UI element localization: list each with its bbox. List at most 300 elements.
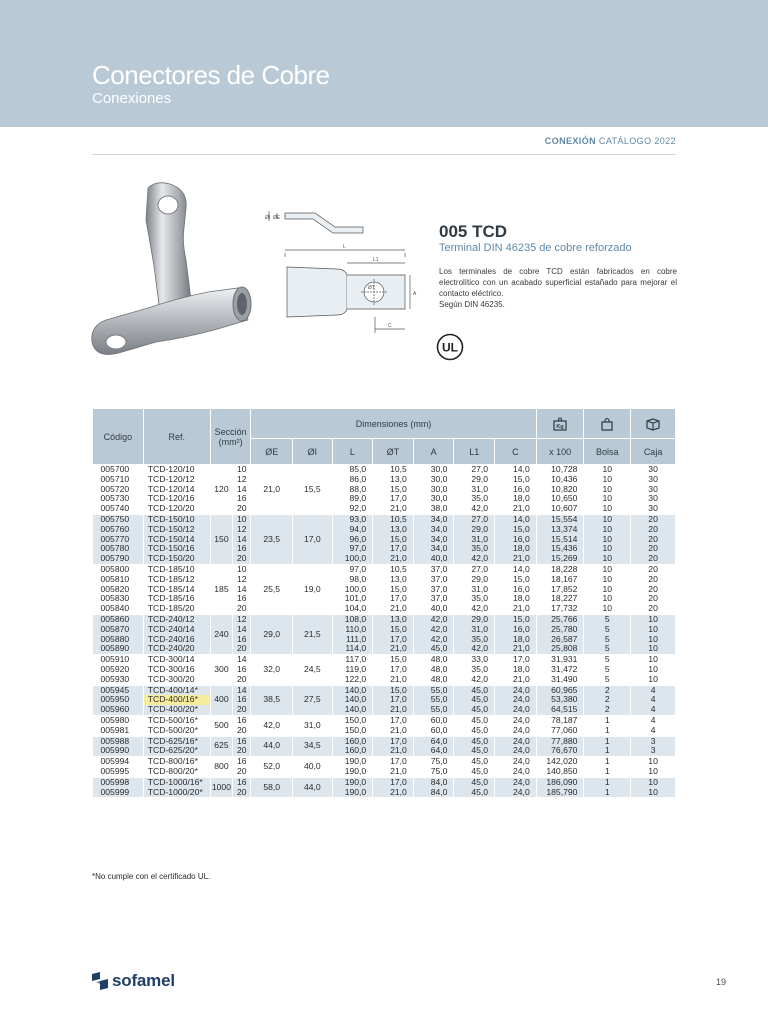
cell-codigo: 005988 (93, 736, 144, 746)
cell-weight: 76,670 (536, 746, 584, 756)
cell-a: 64,0 (413, 736, 454, 746)
cell-c: 21,0 (495, 644, 537, 654)
cell-l: 88,0 (332, 485, 373, 495)
cell-ot: 15,0 (373, 535, 414, 545)
cell-oe: 23,5 (251, 514, 293, 564)
cell-seccion-sub: 12 (233, 475, 251, 485)
cell-c: 16,0 (495, 625, 537, 635)
cell-l: 108,0 (332, 614, 373, 624)
cell-ot: 17,0 (373, 736, 414, 746)
cell-codigo: 005998 (93, 777, 144, 787)
cell-caja: 10 (631, 635, 676, 645)
table-row (93, 604, 676, 614)
cell-weight: 140,850 (536, 767, 584, 777)
cell-seccion-sub: 16 (233, 757, 251, 767)
cell-oi: 40,0 (293, 757, 333, 778)
cell-weight: 18,227 (536, 594, 584, 604)
cell-l1: 45,0 (454, 695, 495, 705)
cell-l: 140,0 (332, 705, 373, 715)
cell-ref: TCD-300/14 (143, 655, 210, 665)
cell-bolsa: 10 (584, 554, 631, 564)
cell-weight: 10,650 (536, 494, 584, 504)
table-row (93, 715, 676, 725)
cell-bolsa: 10 (584, 604, 631, 614)
footnote: *No cumple con el certificado UL. (92, 872, 211, 881)
table-row (93, 594, 676, 604)
cell-l: 122,0 (332, 675, 373, 685)
cell-seccion: 800 (210, 757, 232, 778)
cell-c: 24,0 (495, 757, 537, 767)
cell-a: 30,0 (413, 465, 454, 475)
cell-l1: 31,0 (454, 535, 495, 545)
cell-codigo: 005910 (93, 655, 144, 665)
cell-a: 64,0 (413, 746, 454, 756)
cell-ref: TCD-150/12 (143, 525, 210, 535)
cell-a: 60,0 (413, 715, 454, 725)
cell-c: 18,0 (495, 594, 537, 604)
cell-l1: 33,0 (454, 655, 495, 665)
cell-l: 104,0 (332, 604, 373, 614)
cell-weight: 26,587 (536, 635, 584, 645)
cell-c: 21,0 (495, 504, 537, 514)
cell-bolsa: 10 (584, 494, 631, 504)
cell-c: 17,0 (495, 655, 537, 665)
cell-weight: 18,228 (536, 564, 584, 574)
cell-seccion-sub: 16 (233, 494, 251, 504)
table-row (93, 475, 676, 485)
cell-bolsa: 5 (584, 665, 631, 675)
cell-weight: 64,515 (536, 705, 584, 715)
table-row (93, 777, 676, 787)
cell-ot: 17,0 (373, 494, 414, 504)
table-row (93, 525, 676, 535)
table-row (93, 485, 676, 495)
cell-l: 85,0 (332, 465, 373, 475)
cell-codigo: 005750 (93, 514, 144, 524)
cell-l1: 45,0 (454, 726, 495, 736)
cell-seccion-sub: 20 (233, 604, 251, 614)
cell-caja: 10 (631, 675, 676, 685)
cell-l: 114,0 (332, 644, 373, 654)
cell-codigo: 005740 (93, 504, 144, 514)
cell-caja: 10 (631, 655, 676, 665)
cell-l1: 31,0 (454, 625, 495, 635)
cell-l: 100,0 (332, 554, 373, 564)
cell-l: 111,0 (332, 635, 373, 645)
cell-c: 16,0 (495, 585, 537, 595)
cell-seccion: 120 (210, 465, 232, 515)
cell-oi: 31,0 (293, 715, 333, 736)
product-description (439, 266, 677, 310)
cell-bolsa: 2 (584, 685, 631, 695)
cell-seccion-sub: 16 (233, 544, 251, 554)
table-row (93, 705, 676, 715)
cell-bolsa: 10 (584, 475, 631, 485)
cell-l1: 27,0 (454, 465, 495, 475)
table-row (93, 665, 676, 675)
cell-bolsa: 1 (584, 788, 631, 798)
cell-weight: 31,472 (536, 665, 584, 675)
cell-seccion-sub: 12 (233, 614, 251, 624)
cell-c: 24,0 (495, 695, 537, 705)
cell-a: 40,0 (413, 604, 454, 614)
cell-weight: 17,852 (536, 585, 584, 595)
product-table (92, 408, 676, 797)
col-l1-header: L1 (454, 439, 495, 465)
cell-c: 15,0 (495, 614, 537, 624)
product-photo (88, 180, 258, 390)
cell-caja: 10 (631, 644, 676, 654)
catalog-part-2: CATÁLOGO (598, 136, 652, 146)
cell-l: 190,0 (332, 757, 373, 767)
cell-l: 190,0 (332, 788, 373, 798)
cell-l1: 42,0 (454, 554, 495, 564)
cell-l1: 45,0 (454, 685, 495, 695)
cell-ot: 15,0 (373, 625, 414, 635)
cell-ot: 21,0 (373, 604, 414, 614)
cell-ref: TCD-500/20* (143, 726, 210, 736)
table-row (93, 564, 676, 574)
cell-l: 140,0 (332, 685, 373, 695)
cell-ot: 21,0 (373, 788, 414, 798)
cell-codigo: 005710 (93, 475, 144, 485)
table-row (93, 625, 676, 635)
cell-codigo: 005790 (93, 554, 144, 564)
cell-ref: TCD-300/16 (143, 665, 210, 675)
cell-a: 75,0 (413, 767, 454, 777)
cell-bolsa: 5 (584, 635, 631, 645)
cell-l: 160,0 (332, 746, 373, 756)
product-name: Terminal DIN 46235 de cobre reforzado (439, 242, 632, 254)
cell-seccion-sub: 16 (233, 777, 251, 787)
cell-seccion-sub: 14 (233, 485, 251, 495)
col-ot-header: ØT (373, 439, 414, 465)
cell-oe: 42,0 (251, 715, 293, 736)
cell-seccion-sub: 20 (233, 675, 251, 685)
cell-caja: 30 (631, 475, 676, 485)
cell-caja: 10 (631, 625, 676, 635)
page-title: Conectores de Cobre (92, 60, 330, 90)
table-row (93, 644, 676, 654)
cell-seccion-sub: 10 (233, 514, 251, 524)
cell-ot: 13,0 (373, 614, 414, 624)
cell-weight: 185,790 (536, 788, 584, 798)
cell-codigo: 005840 (93, 604, 144, 614)
drawing-label-oe: ØE (273, 215, 281, 221)
cell-c: 15,0 (495, 475, 537, 485)
col-c-header: C (495, 439, 537, 465)
cell-a: 37,0 (413, 594, 454, 604)
cell-ot: 21,0 (373, 767, 414, 777)
cell-l1: 29,0 (454, 475, 495, 485)
cell-ot: 21,0 (373, 675, 414, 685)
cell-seccion: 300 (210, 655, 232, 685)
cell-ot: 15,0 (373, 585, 414, 595)
table-row (93, 736, 676, 746)
col-bolsa-icon-cell (584, 409, 631, 439)
cell-l: 150,0 (332, 726, 373, 736)
cell-a: 84,0 (413, 788, 454, 798)
cell-ot: 17,0 (373, 757, 414, 767)
col-a-header: A (413, 439, 454, 465)
cell-l: 150,0 (332, 715, 373, 725)
cell-codigo: 005930 (93, 675, 144, 685)
cell-weight: 60,965 (536, 685, 584, 695)
cell-l: 110,0 (332, 625, 373, 635)
cell-oe: 58,0 (251, 777, 293, 797)
cell-a: 48,0 (413, 655, 454, 665)
cell-oi: 44,0 (293, 777, 333, 797)
cell-ref: TCD-240/16 (143, 635, 210, 645)
cell-l1: 45,0 (454, 705, 495, 715)
cell-a: 75,0 (413, 757, 454, 767)
cell-l: 190,0 (332, 777, 373, 787)
col-l-header: L (332, 439, 373, 465)
col-caja-header: Caja (631, 439, 676, 465)
cell-a: 55,0 (413, 695, 454, 705)
cell-ref: TCD-185/16 (143, 594, 210, 604)
cell-l1: 45,0 (454, 767, 495, 777)
cell-caja: 3 (631, 736, 676, 746)
table-row (93, 685, 676, 695)
cell-seccion-sub: 14 (233, 655, 251, 665)
table-row (93, 746, 676, 756)
cell-weight: 10,820 (536, 485, 584, 495)
cell-bolsa: 10 (584, 544, 631, 554)
table-row (93, 575, 676, 585)
cell-l: 96,0 (332, 535, 373, 545)
cell-caja: 30 (631, 494, 676, 504)
cell-c: 21,0 (495, 675, 537, 685)
cell-ref: TCD-150/10 (143, 514, 210, 524)
cell-c: 18,0 (495, 494, 537, 504)
cell-ot: 21,0 (373, 644, 414, 654)
cell-l1: 42,0 (454, 644, 495, 654)
cell-ot: 17,0 (373, 695, 414, 705)
cell-bolsa: 1 (584, 736, 631, 746)
table-row (93, 614, 676, 624)
cell-codigo: 005830 (93, 594, 144, 604)
cell-bolsa: 5 (584, 625, 631, 635)
cell-oe: 52,0 (251, 757, 293, 778)
cell-weight: 142,020 (536, 757, 584, 767)
cell-c: 15,0 (495, 575, 537, 585)
cell-l1: 29,0 (454, 614, 495, 624)
col-seccion-header: Sección (mm²) (210, 409, 251, 465)
cell-oe: 32,0 (251, 655, 293, 685)
cell-c: 24,0 (495, 715, 537, 725)
cell-ref: TCD-400/16* (143, 695, 210, 705)
cell-c: 24,0 (495, 736, 537, 746)
cell-seccion-sub: 16 (233, 736, 251, 746)
cell-codigo: 005980 (93, 715, 144, 725)
cell-l1: 45,0 (454, 736, 495, 746)
cell-l1: 45,0 (454, 746, 495, 756)
catalog-part-1: CONEXIÓN (544, 136, 597, 146)
cell-weight: 77,060 (536, 726, 584, 736)
table-row (93, 514, 676, 524)
cell-oe: 25,5 (251, 564, 293, 614)
cell-caja: 20 (631, 594, 676, 604)
table-row (93, 788, 676, 798)
cell-a: 84,0 (413, 777, 454, 787)
cell-ot: 21,0 (373, 705, 414, 715)
cell-bolsa: 1 (584, 777, 631, 787)
cell-weight: 186,090 (536, 777, 584, 787)
cell-caja: 10 (631, 665, 676, 675)
cell-l: 98,0 (332, 575, 373, 585)
cell-a: 42,0 (413, 635, 454, 645)
cell-codigo: 005981 (93, 726, 144, 736)
cell-weight: 10,607 (536, 504, 584, 514)
cell-caja: 20 (631, 525, 676, 535)
drawing-label-c: C (388, 323, 392, 329)
product-description-text: Los terminales de cobre TCD están fabricados en cobre electrolítico con un acabado superficial estañado para mejorar el contacto eléctrico. (439, 267, 677, 298)
cell-weight: 25,808 (536, 644, 584, 654)
cell-seccion-sub: 20 (233, 788, 251, 798)
table-row (93, 655, 676, 665)
cell-caja: 20 (631, 544, 676, 554)
col-oi-header: ØI (293, 439, 333, 465)
cell-l1: 45,0 (454, 777, 495, 787)
cell-bolsa: 5 (584, 675, 631, 685)
cell-ref: TCD-185/20 (143, 604, 210, 614)
table-row (93, 465, 676, 475)
cell-ot: 15,0 (373, 685, 414, 695)
cell-ref: TCD-500/16* (143, 715, 210, 725)
cell-c: 21,0 (495, 554, 537, 564)
cell-seccion-sub: 10 (233, 564, 251, 574)
cell-c: 24,0 (495, 777, 537, 787)
cell-seccion-sub: 12 (233, 525, 251, 535)
cell-ot: 17,0 (373, 635, 414, 645)
cell-ref: TCD-1000/16* (143, 777, 210, 787)
cell-codigo: 005820 (93, 585, 144, 595)
col-weight-header: x 100 (536, 439, 584, 465)
cell-ref: TCD-120/14 (143, 485, 210, 495)
cell-codigo: 005730 (93, 494, 144, 504)
cell-codigo: 005810 (93, 575, 144, 585)
cell-l1: 45,0 (454, 757, 495, 767)
cell-ot: 21,0 (373, 746, 414, 756)
page-subtitle: Conexiones (92, 90, 172, 107)
ul-certification-icon (436, 333, 464, 361)
cell-weight: 15,436 (536, 544, 584, 554)
cell-weight: 10,436 (536, 475, 584, 485)
cell-caja: 20 (631, 535, 676, 545)
cell-c: 15,0 (495, 525, 537, 535)
cell-c: 24,0 (495, 685, 537, 695)
cell-a: 30,0 (413, 485, 454, 495)
table-row (93, 504, 676, 514)
dimensions-header: Dimensiones (mm) (251, 409, 536, 439)
cell-codigo: 005995 (93, 767, 144, 777)
cell-l1: 35,0 (454, 594, 495, 604)
cell-codigo: 005945 (93, 685, 144, 695)
cell-seccion-sub: 20 (233, 705, 251, 715)
cell-bolsa: 10 (584, 564, 631, 574)
cell-oe: 21,0 (251, 465, 293, 515)
cell-bolsa: 10 (584, 485, 631, 495)
cell-caja: 20 (631, 564, 676, 574)
cell-bolsa: 10 (584, 465, 631, 475)
cell-caja: 10 (631, 767, 676, 777)
table-row (93, 757, 676, 767)
cell-weight: 10,728 (536, 465, 584, 475)
cell-ref: TCD-800/20* (143, 767, 210, 777)
drawing-label-oi: ØI (265, 215, 271, 221)
cell-caja: 4 (631, 685, 676, 695)
cell-codigo: 005870 (93, 625, 144, 635)
cell-ref: TCD-120/10 (143, 465, 210, 475)
cell-l1: 45,0 (454, 788, 495, 798)
cell-caja: 10 (631, 777, 676, 787)
cell-a: 40,0 (413, 554, 454, 564)
cell-l: 119,0 (332, 665, 373, 675)
cell-weight: 31,490 (536, 675, 584, 685)
cell-oe: 44,0 (251, 736, 293, 757)
col-ref-header: Ref. (143, 409, 210, 465)
cell-codigo: 005760 (93, 525, 144, 535)
sofamel-logo-icon (92, 972, 108, 990)
cell-bolsa: 1 (584, 757, 631, 767)
cell-c: 24,0 (495, 788, 537, 798)
page-header (0, 0, 768, 127)
cell-ref: TCD-1000/20* (143, 788, 210, 798)
cell-c: 14,0 (495, 564, 537, 574)
cell-l1: 35,0 (454, 544, 495, 554)
cell-bolsa: 1 (584, 767, 631, 777)
cell-caja: 4 (631, 726, 676, 736)
cell-seccion: 1000 (210, 777, 232, 797)
cell-seccion-sub: 10 (233, 465, 251, 475)
table-row (93, 695, 676, 705)
cell-a: 37,0 (413, 585, 454, 595)
cell-seccion: 185 (210, 564, 232, 614)
cell-l: 86,0 (332, 475, 373, 485)
cell-c: 18,0 (495, 635, 537, 645)
cell-ot: 10,5 (373, 465, 414, 475)
cell-caja: 4 (631, 715, 676, 725)
logo-text: sofamel (112, 971, 175, 990)
cell-ot: 15,0 (373, 485, 414, 495)
table-row (93, 535, 676, 545)
cell-bolsa: 10 (584, 575, 631, 585)
cell-c: 16,0 (495, 485, 537, 495)
page-number: 19 (715, 977, 726, 987)
cell-seccion-sub: 20 (233, 767, 251, 777)
header-divider (92, 154, 676, 155)
cell-weight: 78,187 (536, 715, 584, 725)
cell-bolsa: 10 (584, 514, 631, 524)
cell-seccion-sub: 20 (233, 726, 251, 736)
cell-l: 94,0 (332, 525, 373, 535)
cell-codigo: 005770 (93, 535, 144, 545)
cell-l1: 42,0 (454, 504, 495, 514)
brand-logo (92, 971, 175, 991)
cell-seccion: 240 (210, 614, 232, 654)
cell-caja: 10 (631, 788, 676, 798)
cell-a: 38,0 (413, 504, 454, 514)
cell-l1: 27,0 (454, 564, 495, 574)
cell-seccion: 500 (210, 715, 232, 736)
cell-seccion-sub: 20 (233, 554, 251, 564)
cell-bolsa: 1 (584, 715, 631, 725)
svg-text:Kg: Kg (556, 423, 564, 430)
cell-seccion: 625 (210, 736, 232, 757)
cell-a: 34,0 (413, 544, 454, 554)
cell-c: 14,0 (495, 465, 537, 475)
